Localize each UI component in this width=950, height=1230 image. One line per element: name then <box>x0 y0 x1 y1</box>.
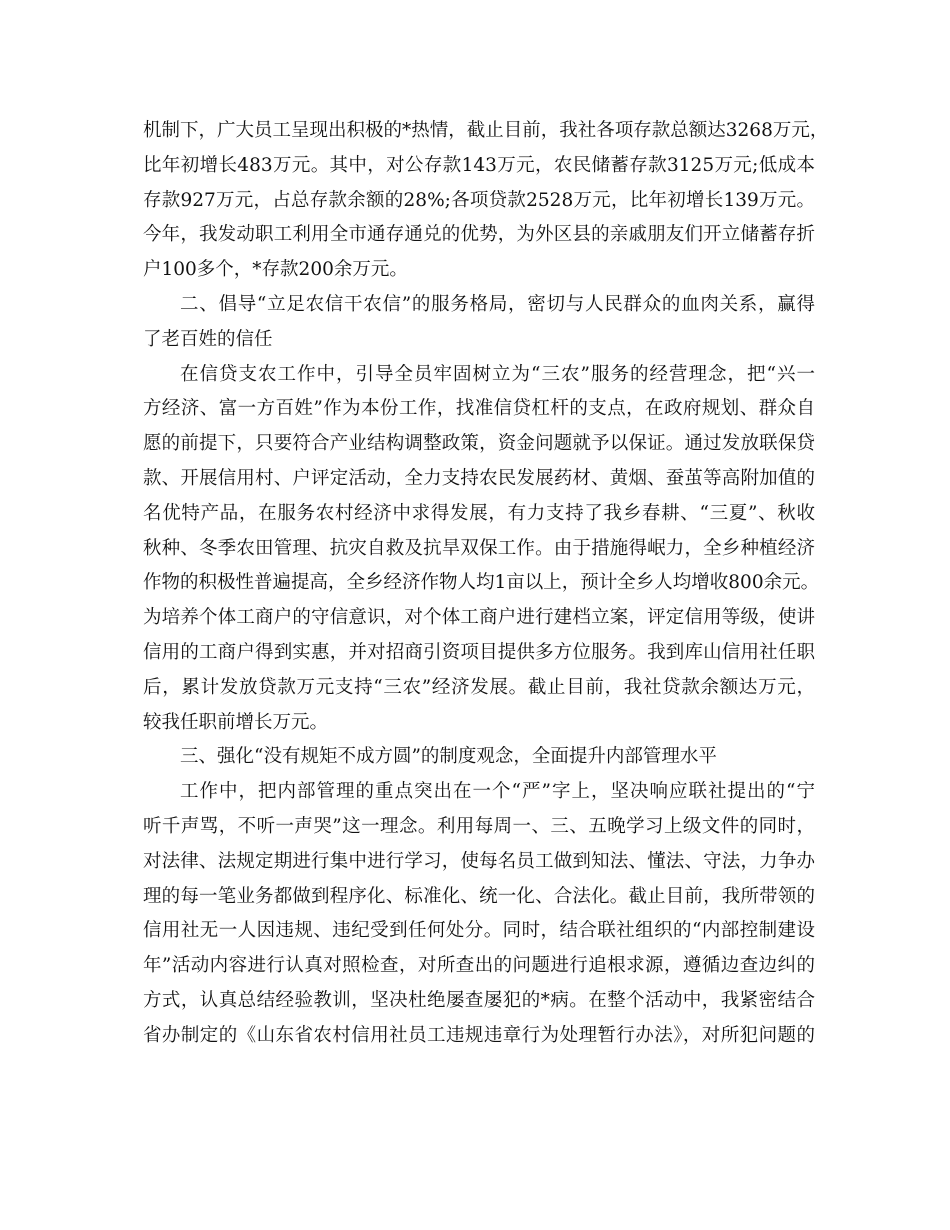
body-line-27: 省办制定的《山东省农村信用社员工违规违章行为处理暂行办法》，对所犯问题的 <box>143 1024 815 1046</box>
body-line-21: 听千声骂，不听一声哭”这一理念。利用每周一、三、五晚学习上级文件的同时， <box>143 815 815 837</box>
section-heading-3: 三、强化“没有规矩不成方圆”的制度观念，全面提升内部管理水平 <box>180 746 717 768</box>
body-line-11: 款、开展信用村、户评定活动，全力支持农民发展药材、黄烟、蚕茧等高附加值的 <box>143 467 815 489</box>
body-line-22: 对法律、法规定期进行集中进行学习，使每名员工做到知法、懂法、守法，力争办 <box>143 850 815 872</box>
body-line-23: 理的每一笔业务都做到程序化、标准化、统一化、合法化。截止目前，我所带领的 <box>143 885 815 907</box>
body-line-16: 信用的工商户得到实惠，并对招商引资项目提供多方位服务。我到库山信用社任职 <box>143 641 815 663</box>
body-line-25: 年”活动内容进行认真对照检查，对所查出的问题进行追根求源，遵循边查边纠的 <box>143 955 815 977</box>
body-line-13: 秋种、冬季农田管理、抗灾自救及抗旱双保工作。由于措施得岷力，全乡种植经济 <box>143 537 815 559</box>
body-line-4: 今年，我发动职工利用全市通存通兑的优势，为外区县的亲戚朋友们开立储蓄存折 <box>143 224 815 246</box>
body-line-2: 比年初增长483万元。其中，对公存款143万元，农民储蓄存款3125万元;低成本 <box>143 154 815 176</box>
body-line-20: 工作中，把内部管理的重点突出在一个“严”字上，坚决响应联社提出的“宁 <box>180 781 815 803</box>
body-line-3: 存款927万元，占总存款余额的28%;各项贷款2528万元，比年初增长139万元。 <box>143 189 815 211</box>
body-line-1: 机制下，广大员工呈现出积极的*热情，截止目前，我社各项存款总额达3268万元， <box>143 120 829 141</box>
document-body <box>143 114 829 1054</box>
body-line-18: 较我任职前增长万元。 <box>143 711 329 733</box>
body-line-8: 在信贷支农工作中，引导全员牢固树立为“三农”服务的经营理念，把“兴一 <box>180 363 815 385</box>
body-line-15: 为培养个体工商户的守信意识，对个体工商户进行建档立案，评定信用等级，使讲 <box>143 607 815 629</box>
section-heading-2-line-2: 了老百姓的信任 <box>143 328 273 350</box>
body-line-14: 作物的积极性普遍提高，全乡经济作物人均1亩以上，预计全乡人均增收800余元。 <box>143 572 820 594</box>
body-line-10: 愿的前提下，只要符合产业结构调整政策，资金问题就予以保证。通过发放联保贷 <box>143 433 815 455</box>
body-line-24: 信用社无一人因违规、违纪受到任何处分。同时，结合联社组织的“内部控制建设 <box>143 920 815 942</box>
body-line-5: 户100多个，*存款200余万元。 <box>143 259 408 281</box>
body-line-12: 名优特产品，在服务农村经济中求得发展，有力支持了我乡春耕、“三夏”、秋收 <box>143 502 815 524</box>
body-line-17: 后，累计发放贷款万元支持“三农”经济发展。截止目前，我社贷款余额达万元， <box>143 676 815 698</box>
body-line-26: 方式，认真总结经验教训，坚决杜绝屡查屡犯的*病。在整个活动中，我紧密结合 <box>143 989 815 1011</box>
body-line-9: 方经济、富一方百姓”作为本份工作，找准信贷杠杆的支点，在政府规划、群众自 <box>143 398 815 420</box>
section-heading-2-line-1: 二、倡导“立足农信干农信”的服务格局，密切与人民群众的血肉关系，赢得 <box>180 293 815 315</box>
